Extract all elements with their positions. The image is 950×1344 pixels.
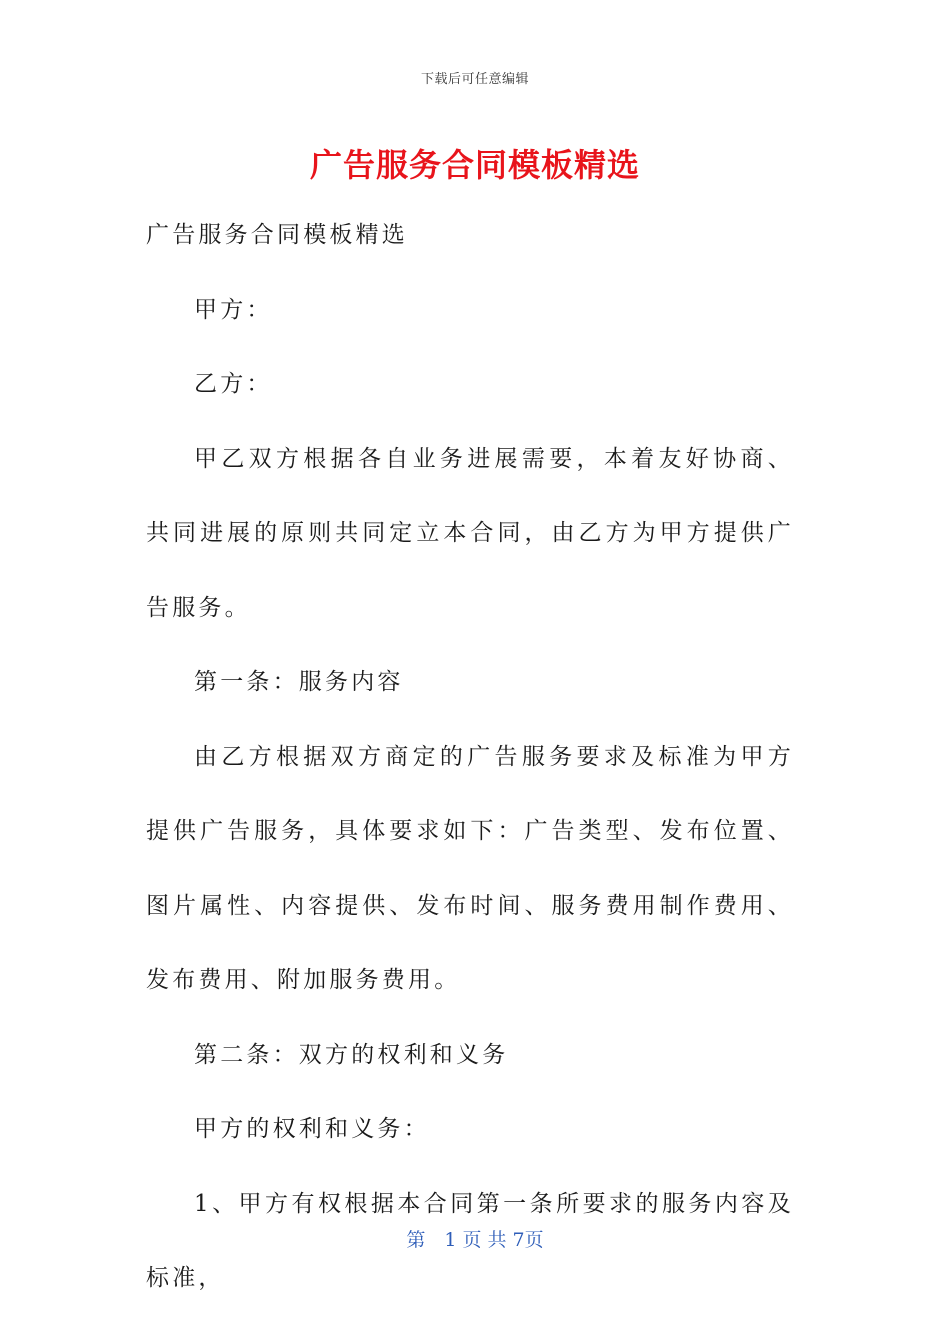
- party-a-rights-heading: 甲方的权利和义务：: [194, 1116, 430, 1142]
- party-a-line: 甲方：: [194, 296, 273, 323]
- subtitle-paragraph: 广告服务合同模板精选: [146, 222, 408, 248]
- page-number-footer: 第 1 页 共 7页: [406, 1229, 544, 1251]
- article-1-heading: 第一条：服务内容: [194, 669, 404, 695]
- document-body: [146, 198, 794, 1316]
- article-1-paragraph: 由乙方根据双方商定的广告服务要求及标准为甲方提供广告服务，具体要求如下：广告类型、发布位置、图片属性、内容提供、发布时间、服务费用制作费用、发布费用、附加服务费用。: [146, 743, 794, 993]
- party-b-line: 乙方：: [194, 371, 273, 397]
- header-note: 下载后可任意编辑: [420, 72, 529, 87]
- document-title: 广告服务合同模板精选: [309, 146, 640, 184]
- preamble-paragraph: 甲乙双方根据各自业务进展需要，本着友好协商、共同进展的原则共同定立本合同，由乙方为甲方提供广告服务。: [146, 445, 794, 621]
- article-2-heading: 第二条：双方的权利和义务: [194, 1041, 509, 1068]
- clause-1-paragraph: 1、甲方有权根据本合同第一条所要求的服务内容及标准，: [146, 1190, 794, 1291]
